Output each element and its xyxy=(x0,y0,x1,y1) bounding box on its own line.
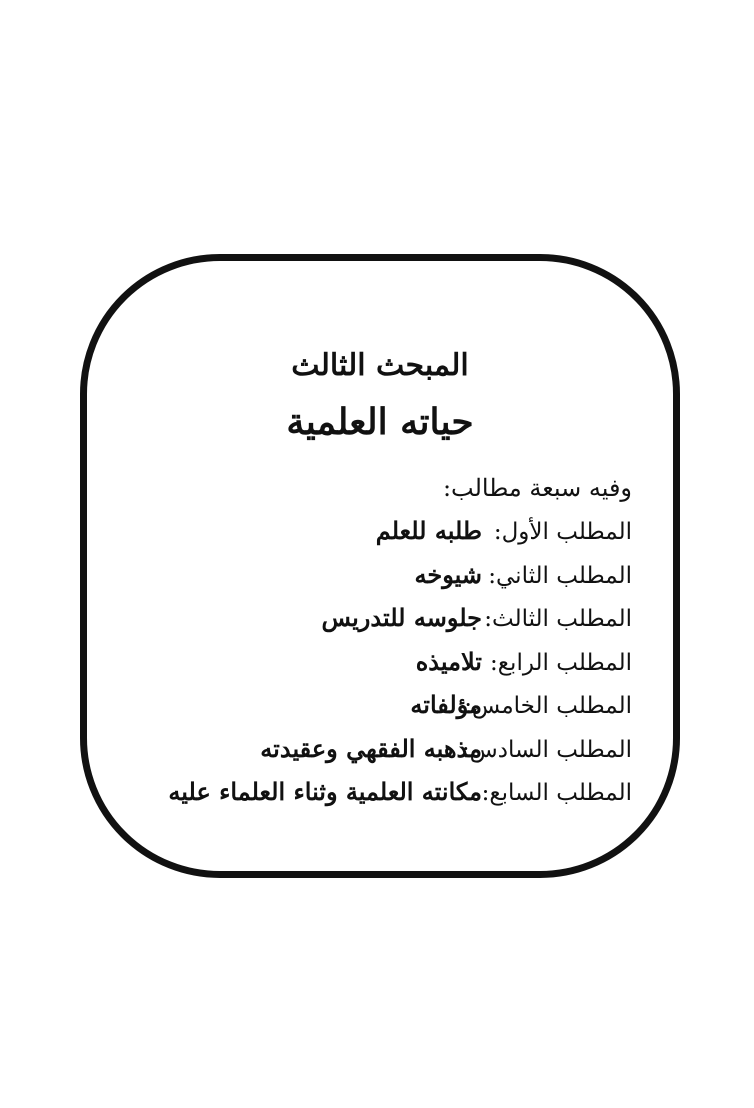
section-title: طلبه للعلم xyxy=(375,516,482,545)
section-title: مذهبه الفقهي وعقيدته xyxy=(260,733,482,763)
sections-intro: وفيه سبعة مطالب: xyxy=(442,474,632,502)
section-title: جلوسه للتدريس xyxy=(321,603,482,632)
section-label: المطلب الأول: xyxy=(493,519,632,545)
section-item xyxy=(168,555,632,599)
section-label: المطلب الثالث: xyxy=(484,606,632,632)
section-item xyxy=(168,511,632,555)
section-item xyxy=(168,772,632,816)
section-item xyxy=(168,685,632,729)
section-item xyxy=(168,598,632,642)
section-label: المطلب السابع: xyxy=(481,780,632,806)
section-title: مكانته العلمية وثناء العلماء عليه xyxy=(168,777,482,806)
section-item xyxy=(168,729,632,773)
section-label: المطلب الرابع: xyxy=(490,649,632,676)
chapter-title: حياته العلمية xyxy=(286,401,474,443)
section-label: المطلب الثاني: xyxy=(488,562,632,589)
section-label: المطلب الخامس: xyxy=(464,693,632,719)
section-title: شيوخه xyxy=(414,559,482,589)
section-title: مؤلفاته xyxy=(410,690,482,719)
section-item xyxy=(168,642,632,686)
chapter-heading: المبحث الثالث xyxy=(291,348,469,383)
section-label: المطلب السادس: xyxy=(461,736,632,763)
sections-list xyxy=(168,511,632,816)
section-title: تلاميذه xyxy=(415,646,482,676)
